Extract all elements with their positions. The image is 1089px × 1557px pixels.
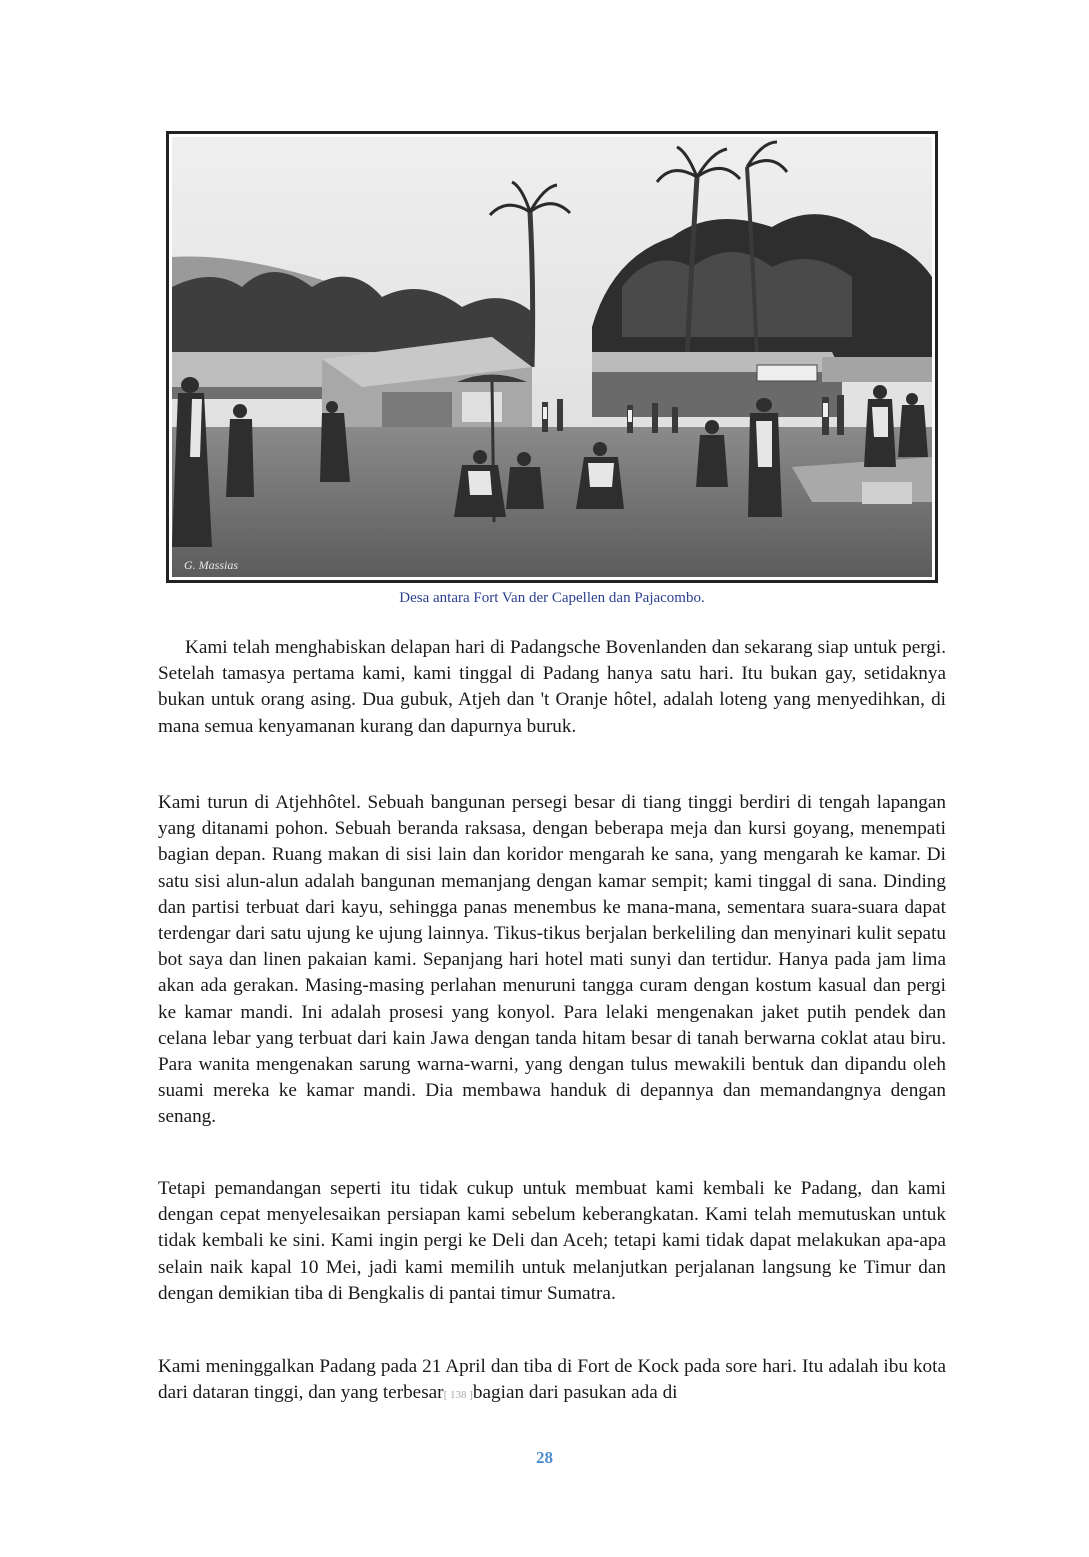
- paragraph-4-text: Kami meninggalkan Padang pada 21 April dan tiba di Fort de Kock pada sore hari. Itu adalah ibu kota dari dataran tinggi, dan yang terbesar: [158, 1356, 946, 1404]
- artist-signature: G. Massias: [184, 558, 239, 572]
- paragraph-3: Tetapi pemandangan seperti itu tidak cukup untuk membuat kami kembali ke Padang, dan kami dengan cepat menyelesaikan persiapan kami sebelum keberangkatan. Kami telah memutuskan untuk tidak kembali ke sini. Kami ingin pergi ke Deli dan Aceh; tetapi kami tidak dapat melakukan apa-apa selain naik kapal 10 Mei, jadi kami memilih untuk melanjutkan perjalanan langsung ke Timur dan dengan demikian tiba di Bengkalis di pantai timur Sumatra.: [158, 1178, 946, 1304]
- page-number: 28: [536, 1448, 553, 1467]
- village-illustration: [166, 131, 938, 583]
- paragraph-2: Kami turun di Atjehhôtel. Sebuah bangunan persegi besar di tiang tinggi berdiri di tengah lapangan yang ditanami pohon. Sebuah beranda raksasa, dengan beberapa meja dan kursi goyang, menempati bagian depan. Ruang makan di sisi lain dan koridor mengarah ke sana, yang mengarah ke kamar. Di satu sisi alun-alun adalah bangunan memanjang dengan kamar sempit; kami tinggal di sana. Dinding dan partisi terbuat dari kayu, sehingga panas menembus ke mana-mana, sementara suara-suara dapat terdengar dari satu ujung ke ujung lainnya. Tikus-tikus berjalan berkeliling dan menyinari kulit sepatu bot saya dan linen pakaian kami. Sepanjang hari hotel mati sunyi dan tertidur. Hanya pada jam lima akan ada gerakan. Masing-masing perlahan menuruni tangga curam dengan kostum kasual dan pergi ke kamar mandi. Ini adalah prosesi yang konyol. Para lelaki mengenakan jaket putih pendek dan celana lebar yang terbuat dari kain Jawa dengan tanda hitam besar di tanah berwarna coklat atau biru. Para wanita mengenakan sarung warna-warni, yang dengan tulus mewakili bentuk dan dipandu oleh suami mereka ke kamar mandi. Dia membawa handuk di depannya dan memandangnya dengan senang.: [158, 792, 946, 1128]
- paragraph-1: Kami telah menghabiskan delapan hari di Padangsche Bovenlanden dan sekarang siap untuk pergi. Setelah tamasya pertama kami, kami tinggal di Padang hanya satu hari. Itu bukan gay, setidaknya bukan untuk orang asing. Dua gubuk, Atjeh dan 't Oranje hôtel, adalah loteng yang menyedihkan, di mana semua kenyamanan kurang dan dapurnya buruk.: [158, 637, 946, 737]
- page-reference-link[interactable]: [ 138 ]: [443, 1389, 473, 1402]
- paragraph-4: [158, 1354, 946, 1408]
- figure-caption: Desa antara Fort Van der Capellen dan Pajacombo.: [399, 590, 705, 606]
- paragraph-4-continuation: bagian dari pasukan ada di: [472, 1382, 678, 1404]
